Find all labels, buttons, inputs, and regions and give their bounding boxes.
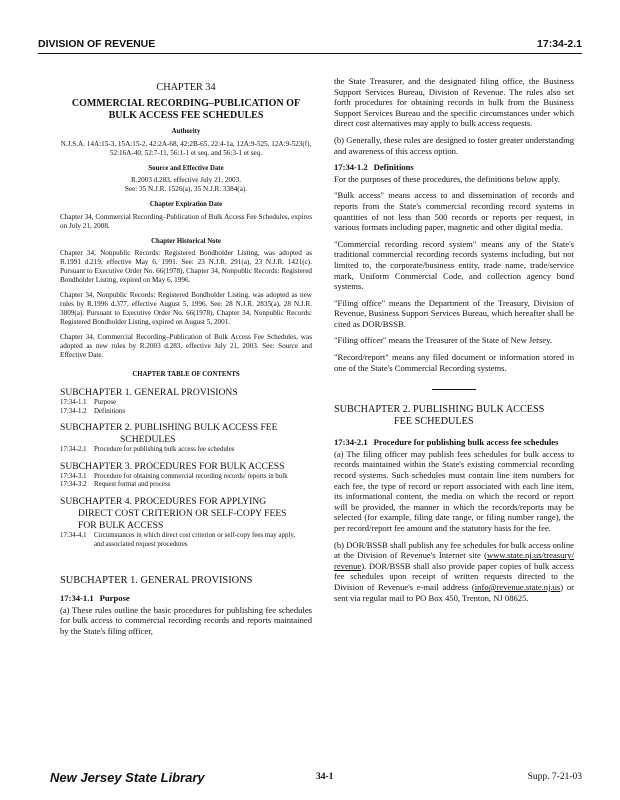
toc-entry: 17:34-1.1 Purpose (60, 398, 117, 406)
toc-subchapter-4-cont: DIRECT COST CRITERION OR SELF-COPY FEES (78, 507, 287, 519)
revenue-website-link[interactable]: www.state.nj.us/treasury/ revenue (334, 550, 574, 571)
right-column (334, 76, 574, 609)
purpose-paragraph-b: (b) Generally, these rules are designed to foster greater understanding and awareness of this access option. (334, 134, 574, 156)
page-number: 34-1 (316, 772, 334, 782)
toc-entry: 17:34-1.2 Definitions (60, 407, 126, 415)
left-column (60, 76, 312, 643)
chapter-label: CHAPTER 34 (156, 82, 216, 93)
section-2-1-heading: 17:34-2.1 Procedure for publishing bulk access fee schedules (334, 437, 559, 448)
purpose-paragraph-a-cont: the State Treasurer, and the designated filing office, the Business Support Services Bureau, Division of Revenue. The rules also set forth procedures for obtaining records in bulk from the Business Support Services Bureau and the specific circumstances under which direct cost alternatives may apply to bulk access requests. (334, 76, 574, 129)
toc-subchapter-2-cont: SCHEDULES (120, 434, 176, 446)
toc-entry: 17:34-3.2 Request format and process (60, 481, 171, 489)
running-header (38, 38, 582, 52)
section-1-1-heading: 17:34-1.1 Purpose (60, 593, 130, 604)
definition-bulk-access: "Bulk access" means access to and dissemination of records and reports from the State's commercial recording record systems in quantities of not less than 500 records or reports per request, in various formats including paper, magnetic and other digital media. (334, 190, 574, 233)
section-divider (432, 389, 476, 390)
toc-subchapter-3: SUBCHAPTER 3. PROCEDURES FOR BULK ACCESS (60, 460, 285, 472)
authority-text: N.J.S.A. 14A:15-3, 15A:15-2, 42:2A-68, 42:2B-65, 22:4-1a, 12A:9-525, 12A:9-523(f), 52:16A-40, 52:7-11, 56:1-1 et seq. and 56:3-1 et seq. (60, 139, 312, 157)
toc-entry: 17:34-3.1 Procedure for obtaining commercial recording records/ reports in bulk (60, 472, 288, 480)
definitions-intro: For the purposes of these procedures, the definitions below apply. (334, 173, 560, 184)
subchapter-2-heading: SUBCHAPTER 2. PUBLISHING BULK ACCESS (334, 404, 545, 416)
subchapter-1-heading: SUBCHAPTER 1. GENERAL PROVISIONS (60, 575, 253, 587)
toc-heading: CHAPTER TABLE OF CONTENTS (132, 371, 240, 379)
publishing-paragraph-b: (b) DOR/BSSB shall publish any fee schedules for bulk access online at the Division of Revenue's Internet site (www.state.nj.us/treasury/ revenue). DOR/BSSB shall also provide paper copies of bulk access fee schedules upon receipt of written requests directed to the Division of Revenue's e-mail address (info@revenue.state.nj.us) or sent via regular mail to PO Box 450, Trenton, NJ 08625. (334, 539, 574, 603)
toc-subchapter-4-cont2: FOR BULK ACCESS (78, 519, 164, 531)
source-heading: Source and Effective Date (148, 164, 224, 172)
toc-subchapter-1: SUBCHAPTER 1. GENERAL PROVISIONS (60, 386, 238, 398)
definition-record-system: "Commercial recording record system" means any of the State's traditional commercial recording records systems including, but not limited to, the corporate/business entity, trade name, trade/service mark, Uniform Commercial Code, and collection agency bond systems. (334, 238, 574, 292)
toc-subchapter-2: SUBCHAPTER 2. PUBLISHING BULK ACCESS FEE (60, 422, 278, 434)
history-heading: Chapter Historical Note (151, 237, 221, 245)
revenue-email-link[interactable]: info@revenue.state.nj.us (474, 581, 561, 592)
history-paragraph-3: Chapter 34, Commercial Recording–Publication of Bulk Access Fee Schedules, was adopted as new rules by R.2003 d.283, effective July 21, 2003. See: Source and Effective Date. (60, 333, 312, 360)
source-line-1: R.2003 d.283, effective July 21, 2003. (130, 176, 242, 185)
expiration-heading: Chapter Expiration Date (149, 201, 223, 209)
section-1-2-heading: 17:34-1.2 Definitions (334, 162, 414, 173)
page-footer (38, 772, 582, 788)
header-section-number: 17:34-2.1 (537, 38, 582, 50)
purpose-paragraph-a: (a) These rules outline the basic procedures for publishing fee schedules for bulk access to commercial recording records and reports maintained by the State's filing officer, (60, 604, 312, 636)
history-paragraph-1: Chapter 34, Nonpublic Records: Registered Bondholder Listing, was adopted as R.1991 d.219, effective May 6, 1991. See: 23 N.J.R. 291(a), 23 N.J.R. 1421(c). Pursuant to Executive Order No. 66(1978), Chapter 34, Nonpublic Records: Registered Bondholder Listing, expired on May 6, 1996. (60, 249, 312, 285)
publishing-paragraph-a: (a) The filing officer may publish fees schedules for bulk access to records maintained within the State's existing commercial recording record systems. Such schedules must contain line item numbers for each fee, the type of record or report associated with each line item, its informational content, the media on which the record or report will be provided, the manner in which the records/reports may be selected (for example, filing date range, or filing number range), the per record/report fee amount and the statutory basis for the fee. (334, 448, 574, 533)
library-stamp: New Jersey State Library (50, 770, 205, 785)
definition-filing-officer: "Filing officer" means the Treasurer of the State of New Jersey. (334, 335, 552, 346)
toc-subchapter-4: SUBCHAPTER 4. PROCEDURES FOR APPLYING (60, 495, 267, 507)
supplement-date: Supp. 7-21-03 (527, 772, 582, 782)
definition-filing-office: "Filing office" means the Department of the Treasury, Division of Revenue, Business Support Services Bureau, which hereafter shall be cited as DOR/BSSB. (334, 297, 574, 329)
authority-heading: Authority (171, 128, 201, 135)
chapter-title: COMMERCIAL RECORDING–PUBLICATION OF BULK ACCESS FEE SCHEDULES (71, 98, 301, 121)
source-line-2: See: 35 N.J.R. 1526(a), 35 N.J.R. 3384(a). (124, 185, 248, 194)
definition-record-report: "Record/report" means any filed document or information stored in one of the State's Commercial Recording systems. (334, 352, 574, 373)
header-rule (38, 53, 582, 54)
header-division: DIVISION OF REVENUE (38, 38, 156, 50)
toc-entry: 17:34-2.1 Procedure for publishing bulk access fee schedules (60, 446, 235, 454)
expiration-text: Chapter 34, Commercial Recording–Publication of Bulk Access Fee Schedules, expires on July 21, 2008. (60, 212, 312, 230)
toc-entry: 17:34-4.1 Circumstances in which direct cost criterion or self-copy fees may apply, and associated request procedures (60, 531, 296, 548)
history-paragraph-2: Chapter 34, Nonpublic Records: Registered Bondholder Listing, was adopted as new rules by R.1996 d.377, effective August 5, 1996. See: 28 N.J.R. 2835(a), 28 N.J.R. 3809(a). Pursuant to Executive Order No. 66(1978), Chapter 34, Nonpublic Records: Registered Bondholder Listing, expired on August 5, 2001. (60, 291, 312, 327)
subchapter-2-heading-cont: FEE SCHEDULES (394, 416, 474, 428)
